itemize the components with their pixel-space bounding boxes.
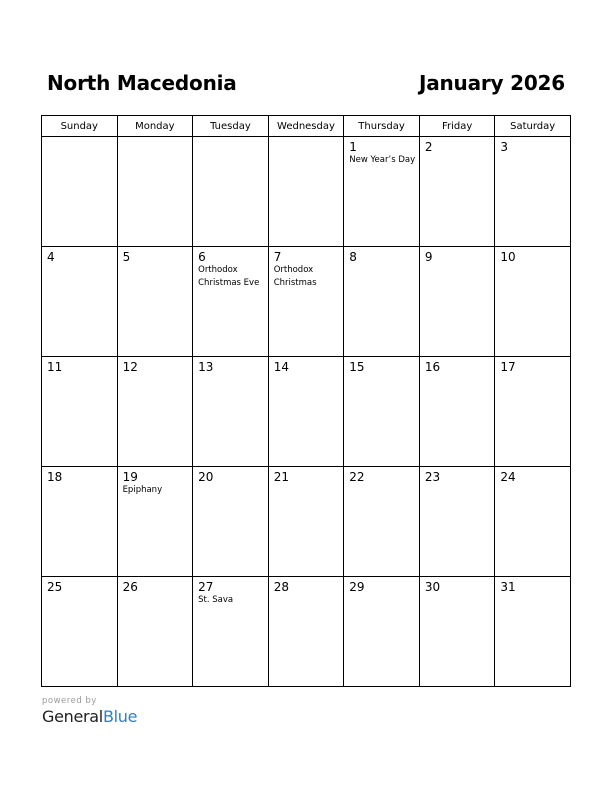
- day-cell: [419, 247, 495, 357]
- weekday-sunday: Sunday: [42, 116, 118, 137]
- day-number: 3: [500, 140, 509, 154]
- day-cell: [42, 137, 118, 247]
- day-cell: [495, 577, 571, 687]
- day-number: 30: [424, 580, 441, 594]
- day-number: 20: [198, 470, 214, 484]
- day-number: 6: [198, 250, 206, 264]
- weekday-header-row: [42, 116, 571, 137]
- day-number: 25: [47, 580, 63, 594]
- day-number: 11: [47, 360, 63, 374]
- holiday-label: Epiphany: [122, 485, 163, 495]
- day-cell: [193, 247, 269, 357]
- day-number: 24: [500, 470, 516, 484]
- day-cell: [193, 357, 269, 467]
- day-cell: [117, 577, 193, 687]
- day-number: 23: [424, 470, 441, 484]
- weekday-saturday: Saturday: [495, 116, 571, 137]
- day-cell: [42, 467, 118, 577]
- weekday-tuesday: Tuesday: [193, 116, 269, 137]
- brand-general: General: [42, 707, 103, 726]
- day-number: 22: [349, 470, 365, 484]
- day-cell: [268, 577, 344, 687]
- weekday-monday: Monday: [117, 116, 193, 137]
- day-number: 15: [349, 360, 365, 374]
- holiday-label: Orthodox Christmas Eve: [198, 265, 260, 288]
- day-number: 13: [198, 360, 214, 374]
- day-number: 26: [122, 580, 138, 594]
- brand-blue: Blue: [102, 707, 138, 726]
- day-cell: [193, 577, 269, 687]
- day-number: 5: [122, 250, 131, 264]
- powered-by-text: powered by: [42, 696, 97, 706]
- week-row: [42, 137, 571, 247]
- day-number: 1: [349, 140, 357, 154]
- day-cell: [268, 247, 344, 357]
- day-number: 19: [122, 470, 138, 484]
- day-cell: [419, 357, 495, 467]
- day-number: 21: [273, 470, 289, 484]
- week-row: [42, 247, 571, 357]
- day-number: 10: [500, 250, 516, 264]
- day-cell: [495, 247, 571, 357]
- day-number: 7: [273, 250, 282, 264]
- calendar-grid: [41, 115, 571, 687]
- day-cell: [117, 357, 193, 467]
- day-cell: [268, 467, 344, 577]
- day-number: 31: [500, 580, 516, 594]
- day-cell: [193, 137, 269, 247]
- day-number: 29: [349, 580, 365, 594]
- day-cell: [344, 137, 420, 247]
- day-cell: [344, 357, 420, 467]
- generalblue-logo[interactable]: [42, 707, 137, 727]
- day-cell: [344, 467, 420, 577]
- day-cell: [268, 357, 344, 467]
- weekday-wednesday: Wednesday: [268, 116, 344, 137]
- day-number: 4: [47, 250, 55, 264]
- day-cell: [419, 467, 495, 577]
- day-cell: [495, 467, 571, 577]
- day-cell: [42, 247, 118, 357]
- day-number: 27: [198, 580, 214, 594]
- footer-branding: [42, 696, 137, 727]
- day-cell: [495, 357, 571, 467]
- holiday-label: St. Sava: [198, 595, 234, 605]
- country-title: North Macedonia: [47, 71, 237, 95]
- day-number: 8: [349, 250, 357, 264]
- day-number: 16: [424, 360, 441, 374]
- week-row: [42, 577, 571, 687]
- week-row: [42, 357, 571, 467]
- day-cell: [344, 247, 420, 357]
- day-number: 28: [273, 580, 289, 594]
- month-year-title: January 2026: [418, 71, 565, 95]
- day-cell: [419, 137, 495, 247]
- day-cell: [268, 137, 344, 247]
- day-number: 2: [424, 140, 433, 154]
- day-cell: [193, 467, 269, 577]
- day-cell: [419, 577, 495, 687]
- weekday-thursday: Thursday: [344, 116, 420, 137]
- holiday-label: Orthodox Christmas: [273, 265, 317, 288]
- day-number: 14: [273, 360, 289, 374]
- day-cell: [117, 137, 193, 247]
- day-number: 12: [122, 360, 138, 374]
- day-cell: [42, 577, 118, 687]
- day-number: 18: [47, 470, 63, 484]
- day-cell: [117, 247, 193, 357]
- day-cell: [495, 137, 571, 247]
- week-row: [42, 467, 571, 577]
- day-number: 17: [500, 360, 516, 374]
- day-number: 9: [424, 250, 433, 264]
- day-cell: [117, 467, 193, 577]
- holiday-label: New Year’s Day: [349, 155, 416, 165]
- weekday-friday: Friday: [419, 116, 495, 137]
- day-cell: [42, 357, 118, 467]
- day-cell: [344, 577, 420, 687]
